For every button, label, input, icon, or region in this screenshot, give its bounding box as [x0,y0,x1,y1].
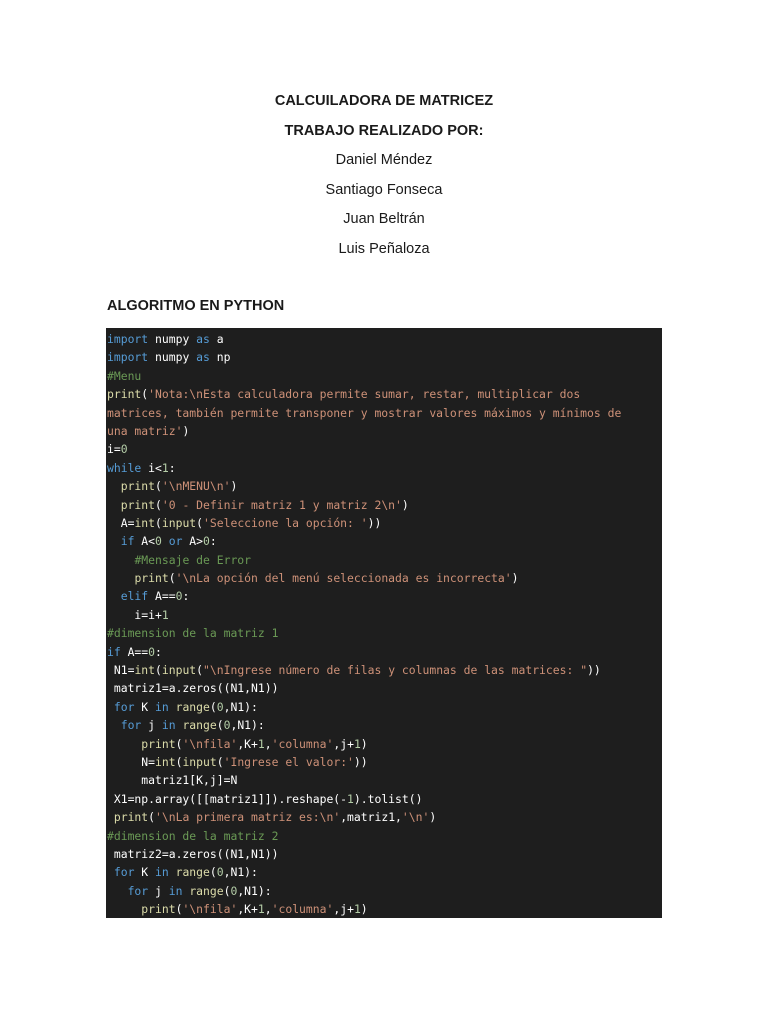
code-token: ( [175,902,183,917]
code-token: in [168,883,183,898]
code-token: ).tolist() [353,791,423,806]
document-subtitle: TRABAJO REALIZADO POR: [284,123,484,139]
code-token: ( [175,754,183,769]
code-token: 1 [257,736,265,751]
code-token: ,j+ [333,902,354,917]
code-token: int [155,754,176,769]
code-token: in [155,865,169,880]
code-token: A< [134,534,156,549]
code-token: input [161,663,197,678]
code-line [107,716,662,734]
code-token: or [168,534,183,549]
code-token: 1 [161,460,169,475]
code-token: #dimension de la matriz 2 [107,828,279,843]
code-token: )) [367,515,382,530]
code-token: int [134,515,156,530]
code-token: matriz1=a.zeros((N1,N1)) [107,681,279,696]
code-token: ,N1): [237,883,272,898]
code-token: X1=np.array([[matriz1]]).reshape(- [107,791,348,806]
code-token: ( [155,515,162,530]
code-line [107,643,662,661]
code-token [107,589,121,603]
code-line [107,863,662,881]
code-line [107,679,662,697]
code-token: '\nLa opción del menú seleccionada es incorrecta' [175,571,512,586]
code-token: ( [196,515,204,530]
code-line [107,900,662,918]
code-token: matriz1[K,j]=N [107,773,238,788]
code-token: for [113,865,135,880]
code-line [107,661,662,679]
code-token: for [127,883,149,898]
code-line [107,735,662,753]
section-heading: ALGORITMO EN PYTHON [107,298,285,314]
code-token: 0 [120,442,128,457]
code-token: 'Seleccione la opción: ' [203,515,368,530]
code-token: print [141,736,176,751]
code-token: int [134,663,156,678]
code-token: ,matriz1, [340,810,402,825]
code-token: ( [155,497,162,512]
code-token: as [196,332,210,346]
code-token: 0 [216,865,224,880]
code-token: as [196,350,210,365]
code-token: ) [360,736,368,751]
code-token: ,K+ [237,736,258,751]
code-token: A== [148,589,176,604]
code-token: print [134,571,169,586]
code-token: j [141,718,162,733]
code-token: '\nfila' [182,902,238,917]
code-token: A> [182,534,204,549]
code-token: ,j+ [333,736,354,751]
code-token: '\nMENU\n' [161,479,231,494]
code-token: 1 [347,791,354,806]
code-token: 0 [203,534,210,549]
code-token: 1 [353,902,361,917]
code-token: 1 [353,736,361,751]
code-token: : [168,460,176,475]
code-token: "\nIngrese número de filas y columnas de las matrices: " [203,663,588,678]
code-token: print [107,387,142,402]
code-token: print [120,497,156,512]
code-token: 0 [223,718,231,733]
code-token: input [182,754,217,769]
code-token: ) [429,810,437,825]
code-token: range [175,699,210,714]
code-token: 'columna' [271,902,334,917]
code-token: N= [107,754,156,769]
code-token: , [264,736,272,751]
code-token: A= [107,515,135,530]
code-token [107,865,114,879]
document-title: CALCUILADORA DE MATRICEZ [274,93,494,109]
code-token: '\nfila' [182,736,238,751]
code-token: : [182,589,190,604]
code-token [107,737,141,751]
code-line [107,404,662,422]
code-token: matriz2=a.zeros((N1,N1)) [107,846,279,861]
code-line [107,367,662,385]
code-token: #dimension de la matriz 1 [107,626,279,641]
code-token: 'Nota:\nEsta calculadora permite sumar, restar, multiplicar dos [148,387,581,402]
code-token: in [161,718,176,733]
code-token: ) [230,479,238,494]
code-token: ( [155,479,162,494]
code-token: i= [107,442,121,457]
code-token: numpy [148,332,197,346]
code-token: elif [120,589,149,604]
code-line [107,587,662,605]
code-token: for [120,718,142,733]
code-token: ( [209,699,217,714]
code-token: )) [587,663,601,678]
code-line [107,514,662,532]
code-line [107,440,662,458]
code-line [107,496,662,514]
code-token: range [189,883,224,898]
code-token [162,534,169,548]
code-token: 'Ingrese el valor:' [223,754,354,769]
code-line [107,624,662,642]
code-token: ( [209,865,217,880]
code-token [107,479,121,493]
code-token: ( [148,810,156,825]
code-token [169,700,176,714]
author-name: Juan Beltrán [343,211,425,227]
code-token [107,884,128,898]
code-token: una matriz' [107,423,183,438]
code-token: if [120,534,135,549]
code-token [107,498,121,512]
code-line [107,330,662,348]
code-token: in [155,699,169,714]
code-token: ,N1): [230,718,265,733]
code-token: input [161,515,197,530]
code-line [107,882,662,900]
code-token: ( [223,883,231,898]
code-token: ) [401,497,409,512]
code-token: : [209,534,217,549]
code-token: 0 [230,883,238,898]
code-token [107,718,121,732]
code-line [107,606,662,624]
code-token: '0 - Definir matriz 1 y matriz 2\n' [161,497,402,512]
code-line [107,532,662,550]
code-token: A== [120,644,149,659]
code-token: , [264,902,272,917]
code-token: 0 [175,589,183,604]
author-name: Daniel Méndez [335,152,433,168]
code-line [107,845,662,863]
code-token: : [155,644,162,659]
code-token: 0 [148,644,156,659]
code-token: N1= [107,663,135,678]
author-name: Luis Peñaloza [338,241,430,257]
author-name: Santiago Fonseca [325,182,443,198]
code-token: #Mensaje de Error [134,552,252,567]
code-token: print [141,902,176,917]
code-token: for [113,699,135,714]
code-token: 0 [216,699,224,714]
code-token: 1 [257,902,265,917]
code-token: np [209,350,231,365]
code-token [107,902,141,916]
code-block [106,328,662,918]
code-token [107,534,121,548]
code-line [107,551,662,569]
code-token: range [175,865,210,880]
code-token: j [148,883,169,898]
code-token [107,553,134,567]
code-token: import [107,332,149,346]
code-token [107,571,134,585]
code-token: 'columna' [271,736,334,751]
code-token: print [113,810,149,825]
code-token: ( [168,571,176,586]
code-token: K [134,865,156,880]
code-token [107,810,114,824]
code-line [107,753,662,771]
code-token: '\n' [401,810,430,825]
code-token: ( [175,736,183,751]
code-token: print [120,479,156,494]
code-line [107,808,662,826]
code-line [107,385,662,403]
code-line [107,422,662,440]
code-line [107,459,662,477]
code-token: import [107,350,149,365]
code-token: )) [353,754,368,769]
code-token: 1 [161,607,169,622]
code-line [107,771,662,789]
code-line [107,569,662,587]
code-token: numpy [148,350,197,365]
code-token: range [182,718,217,733]
code-token: while [107,460,142,475]
code-token: ( [141,387,149,402]
code-token: '\nLa primera matriz es:\n' [155,810,341,825]
code-line [107,477,662,495]
code-token: 0 [155,534,162,549]
code-token [169,865,176,879]
code-line [107,348,662,366]
code-token: ) [511,571,519,586]
code-token: #Menu [107,368,142,383]
code-line [107,790,662,808]
code-token: ,N1): [223,699,258,714]
code-token: a [209,332,224,346]
code-token: ,K+ [237,902,258,917]
code-token: ( [196,663,204,678]
code-token [107,700,114,714]
code-token: matrices, también permite transponer y mostrar valores máximos y mínimos de [107,405,622,420]
code-token: i< [141,460,162,475]
code-line [107,827,662,845]
code-token: K [134,699,156,714]
code-line [107,698,662,716]
code-token: ( [216,718,224,733]
code-token: ,N1): [223,865,258,880]
code-token: if [107,644,121,659]
code-token: ( [155,663,162,678]
code-token: ) [360,902,368,917]
code-token: i=i+ [107,607,162,622]
code-token: ( [216,754,224,769]
code-token: ) [182,423,190,438]
